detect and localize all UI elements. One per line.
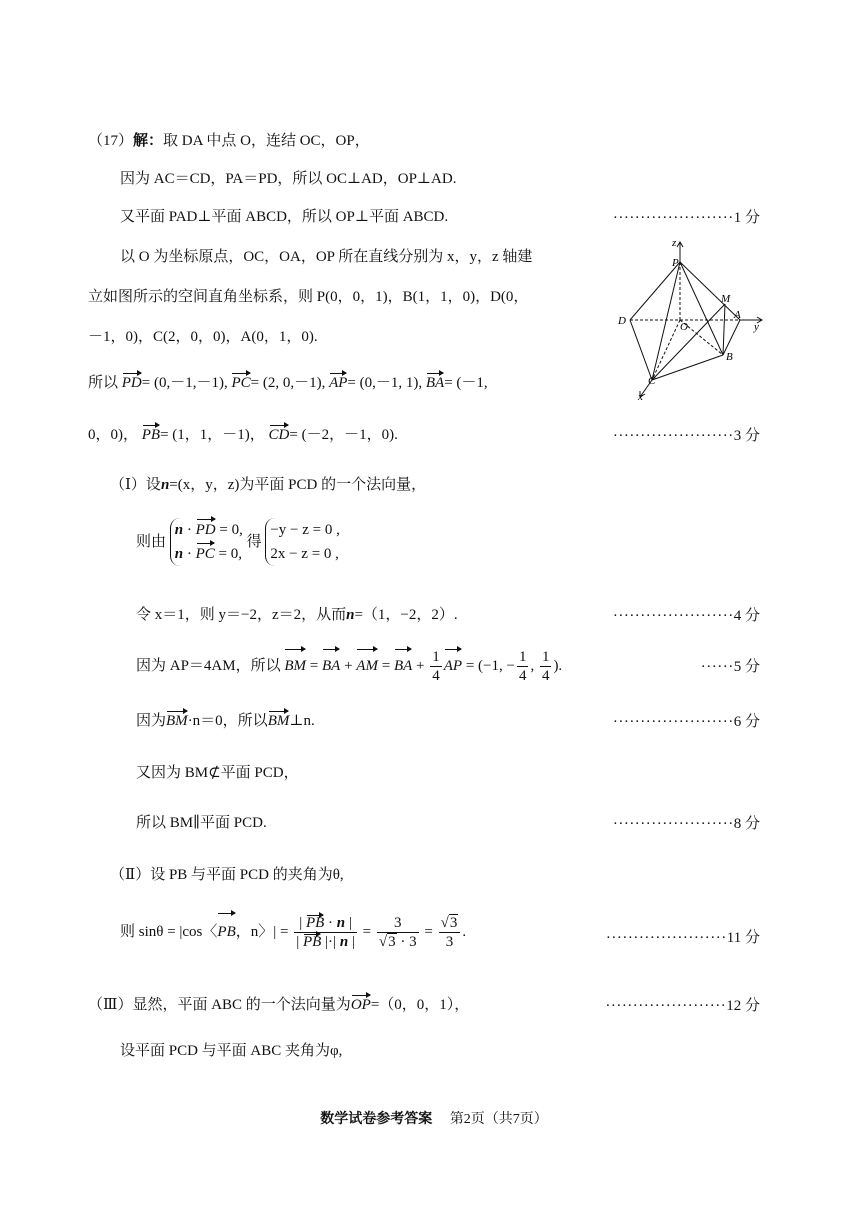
vectors-line: 所以 PD= (0,－1,－1), PC= (2, 0,－1), AP= (0,－1, 1), BA= (－1,	[88, 372, 488, 394]
intro-text: 取 DA 中点 O，连结 OC，OP，	[163, 133, 370, 149]
label-D: D	[618, 315, 626, 327]
parallel-line: 所以 BM∥平面 PCD.	[136, 815, 267, 831]
label-y: y	[754, 321, 759, 333]
label-B: B	[726, 351, 733, 363]
footer-title: 数学试卷参考答案	[320, 1111, 433, 1127]
score-11: ······················11 分	[605, 930, 760, 946]
page-footer	[0, 1108, 868, 1128]
score-5: ······5 分	[700, 659, 760, 675]
label-A: A	[734, 309, 741, 321]
footer-page: 第2页（共7页）	[449, 1112, 548, 1127]
label-M: M	[721, 293, 731, 305]
not-in-plane-line: 又因为 BM⊄平面 PCD，	[136, 765, 299, 781]
solve-word: 解：	[133, 133, 164, 149]
problem-heading	[88, 130, 370, 152]
label-x: x	[638, 391, 643, 403]
part1-heading: （Ⅰ）设n=(x，y，z)为平面 PCD 的一个法向量，	[110, 477, 427, 493]
sin-line: 则 sinθ = |cos〈PB，n〉| = $\frac{| PB \cdot n |}{| PB |\cdot| n |}$ = $\frac{3}{√3 \cdot 3}$ = $\frac{√3}{3}$ .	[120, 912, 466, 952]
coord-line-b: 立如图所示的空间直角坐标系，则 P(0，0，1)，B(1，1，0)，D(0，	[88, 289, 529, 305]
score-4: ······················4 分	[612, 608, 760, 624]
part2-heading: （Ⅱ）设 PB 与平面 PCD 的夹角为θ,	[110, 867, 344, 883]
part3-heading: （Ⅲ）显然，平面 ABC 的一个法向量为OP=（0，0，1），	[88, 994, 469, 1016]
score-3: ······················3 分	[612, 428, 760, 444]
label-C: C	[648, 375, 656, 387]
vectors-line-2: 0，0)， PB= (1，1，－1)， CD= (－2，－1，0).	[88, 424, 398, 446]
label-O: O	[680, 321, 688, 333]
let-x-line: 令 x＝1，则 y＝−2，z＝2，从而n=（1，−2，2）.	[136, 607, 458, 623]
perp-line: 因为BM·n＝0，所以BM⊥n.	[136, 710, 315, 732]
because-line: 因为 AC＝CD，PA＝PD，所以 OC⊥AD，OP⊥AD.	[120, 171, 457, 187]
coord-line-a: 以 O 为坐标原点，OC，OA，OP 所在直线分别为 x，y，z 轴建	[120, 249, 533, 265]
score-12: ······················12 分	[605, 998, 760, 1014]
score-1: ······················1 分	[612, 210, 760, 226]
part3-next-line: 设平面 PCD 与平面 ABC 夹角为φ,	[120, 1043, 343, 1059]
bm-line: 因为 AP＝4AM，所以 BM = BA + AM = BA + $\frac{1}{4}$ AP = (−1, − $\frac{1}{4}$ , $\frac{1}{4}$ ).	[136, 649, 563, 685]
label-P: P	[672, 257, 679, 269]
coordinate-figure	[610, 232, 770, 404]
coord-line-c: －1，0)，C(2，0，0)，A(0，1，0).	[88, 329, 318, 345]
score-6: ······················6 分	[612, 714, 760, 730]
label-z: z	[672, 237, 677, 249]
problem-number: （17）	[88, 133, 134, 149]
score-8: ······················8 分	[612, 816, 760, 832]
system-equations: 则由 n · PD = 0, n · PC = 0, 得 −y − z = 0 , 2x − z = 0 ,	[136, 518, 340, 566]
plane-line: 又平面 PAD⊥平面 ABCD，所以 OP⊥平面 ABCD.	[120, 209, 449, 225]
